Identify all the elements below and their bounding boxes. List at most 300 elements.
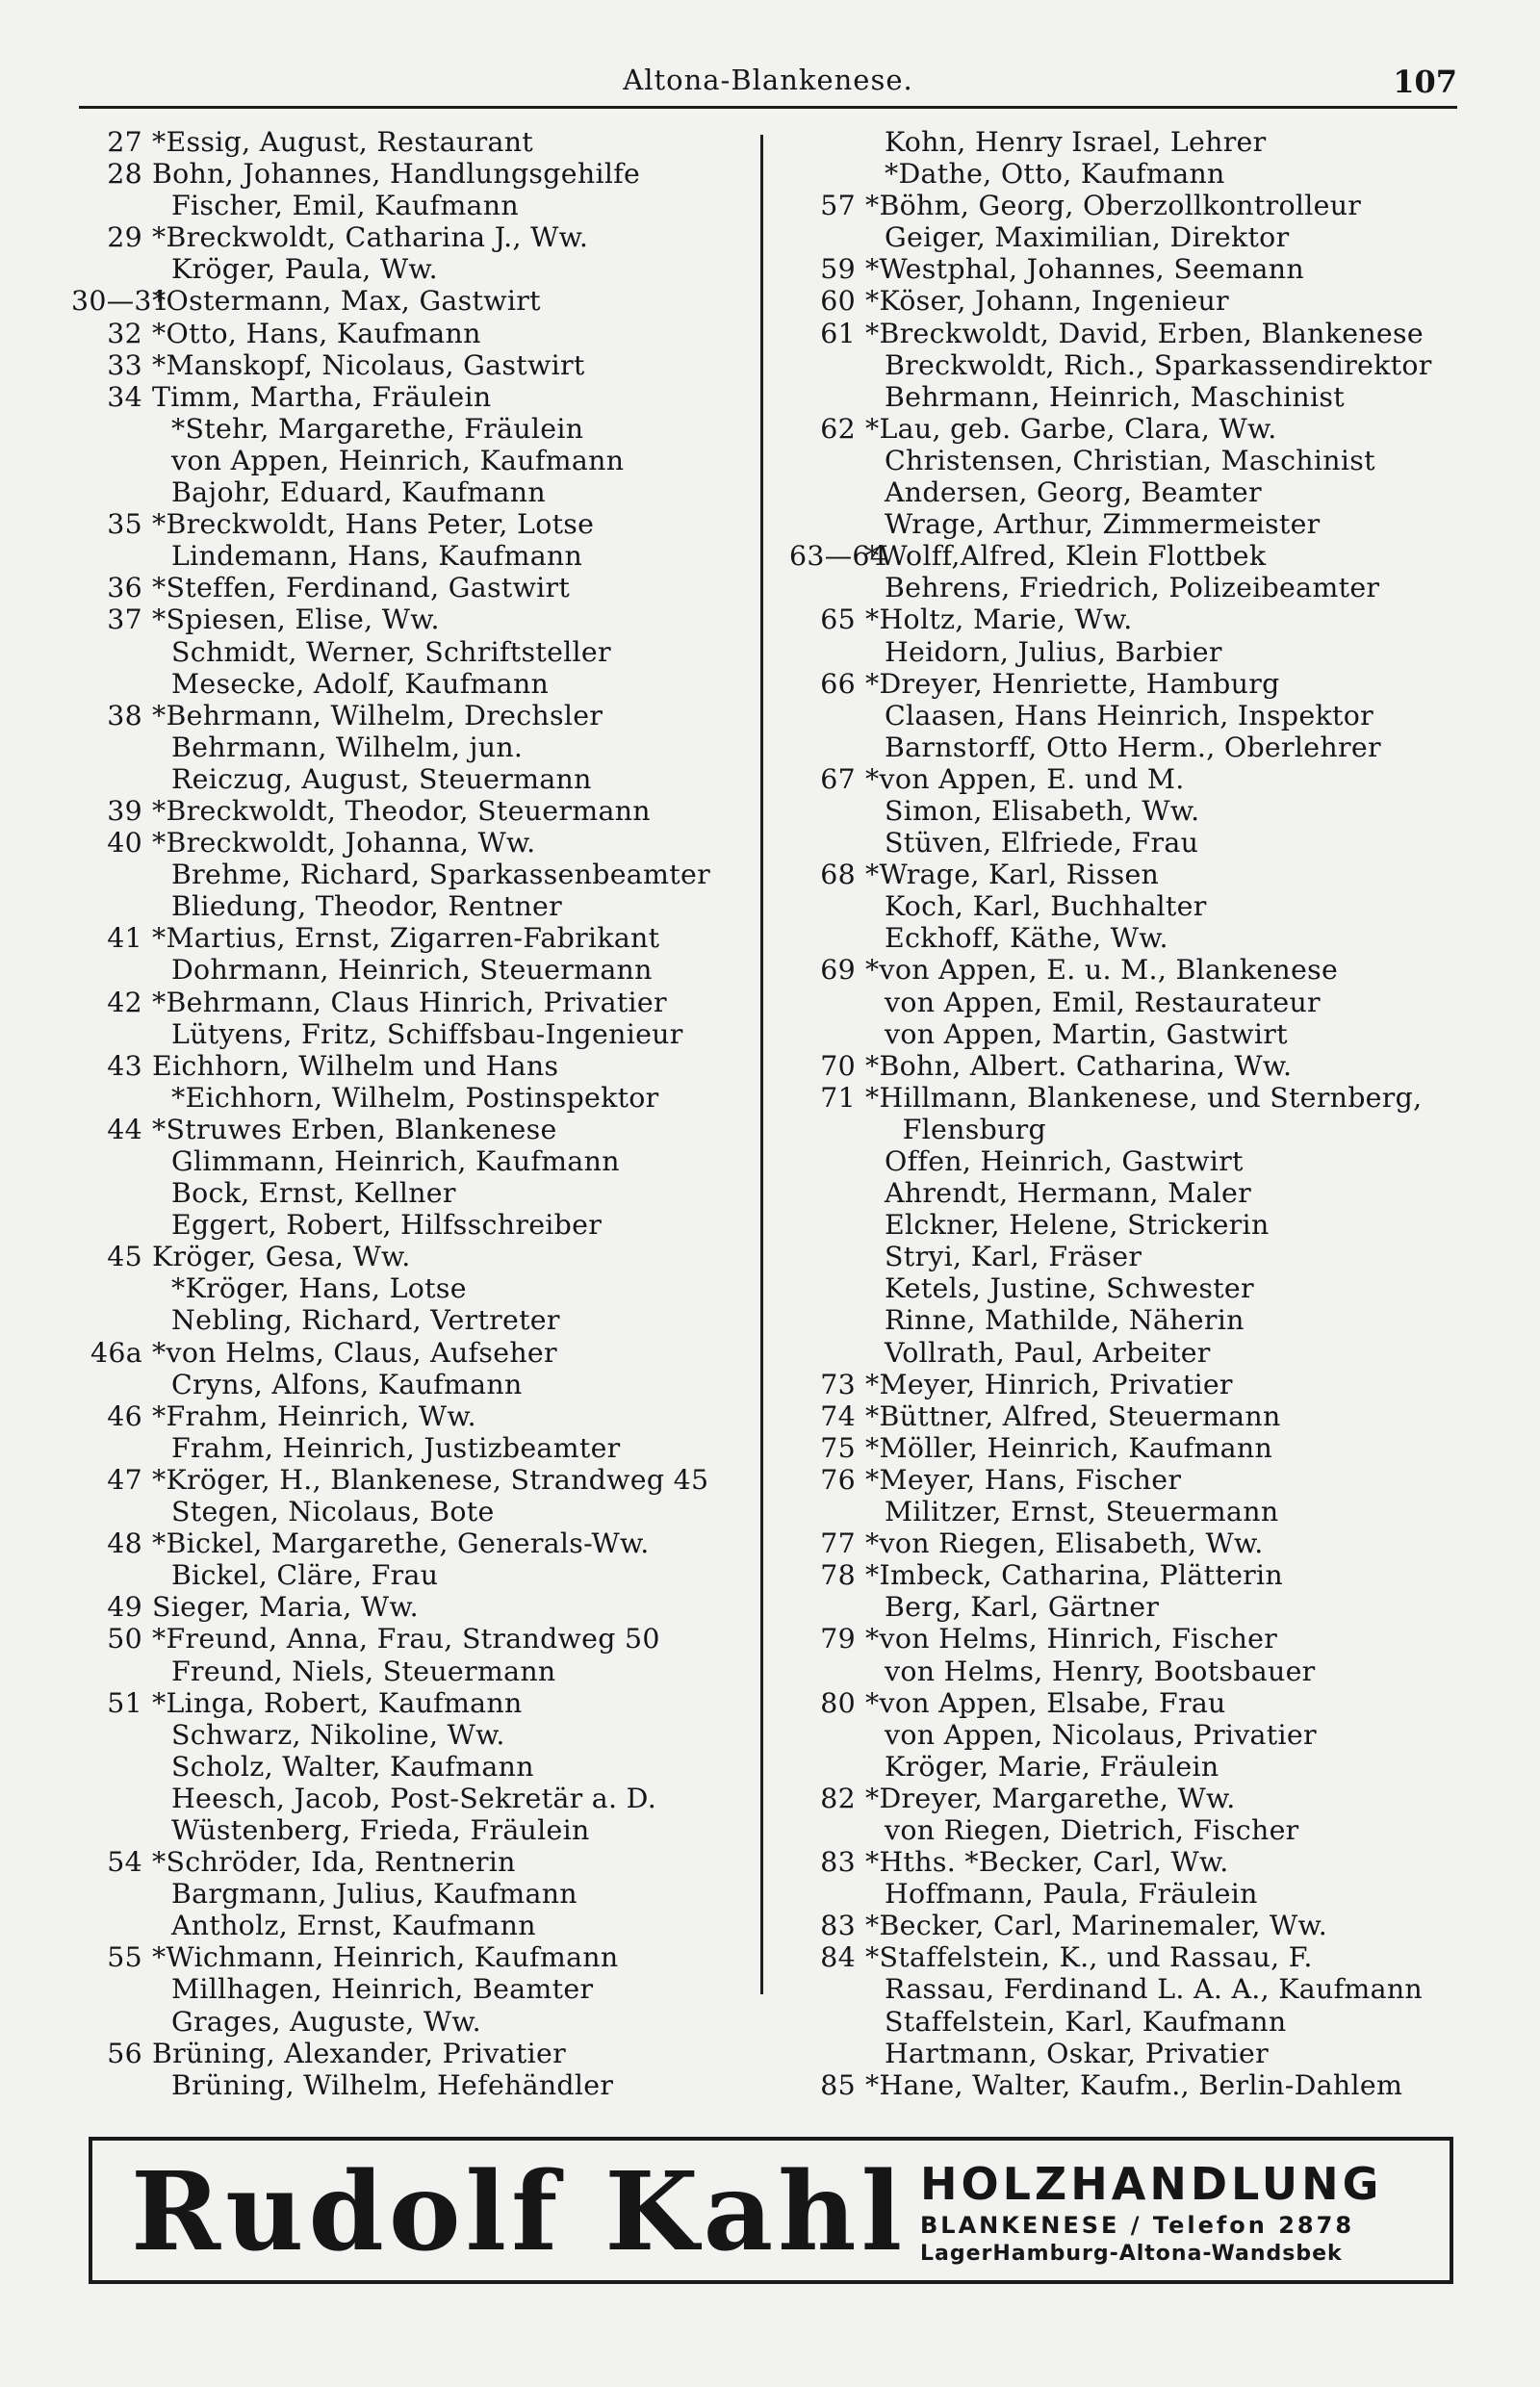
directory-entry	[71, 1751, 751, 1783]
directory-entry	[789, 318, 1482, 349]
resident-text: Behrmann, Wilhelm, jun.	[171, 731, 524, 763]
resident-text: Militzer, Ernst, Steuermann	[885, 1496, 1279, 1528]
house-number: 74	[820, 1399, 856, 1432]
directory-entry	[789, 987, 1482, 1018]
directory-entry	[71, 476, 751, 508]
resident-text: *von Appen, E. und M.	[865, 762, 1185, 795]
resident-text: von Riegen, Dietrich, Fischer	[885, 1813, 1299, 1846]
house-number: 79	[820, 1623, 856, 1656]
house-number	[789, 349, 865, 381]
house-number	[789, 1591, 865, 1623]
directory-entry	[789, 221, 1482, 253]
resident-text: Andersen, Georg, Beamter	[885, 476, 1262, 509]
house-number	[789, 1018, 865, 1050]
house-number	[789, 381, 865, 413]
house-number: 65	[820, 603, 856, 636]
directory-entry	[71, 2038, 751, 2069]
resident-text: *Kröger, H., Blankenese, Strandweg 45	[152, 1463, 709, 1496]
directory-entry	[71, 285, 751, 317]
house-number: 75	[820, 1431, 856, 1464]
directory-entry	[789, 1114, 1482, 1145]
resident-text: Berg, Karl, Gärtner	[885, 1591, 1160, 1624]
house-number	[71, 1783, 152, 1814]
directory-entry	[789, 1846, 1482, 1878]
directory-entry	[789, 190, 1482, 221]
house-number	[71, 763, 152, 795]
right-column	[789, 126, 1482, 2101]
directory-entry	[789, 1751, 1482, 1783]
directory-entry	[789, 253, 1482, 285]
resident-text: Freund, Niels, Steuermann	[171, 1655, 556, 1687]
resident-text: *Hillmann, Blankenese, und Sternberg,	[865, 1081, 1423, 1114]
resident-text: Vollrath, Paul, Arbeiter	[885, 1336, 1211, 1369]
directory-entry	[789, 1527, 1482, 1559]
house-number: 60	[820, 285, 856, 318]
resident-text: Claasen, Hans Heinrich, Inspektor	[885, 699, 1373, 732]
house-number	[71, 1973, 152, 2005]
directory-entry	[71, 158, 751, 190]
directory-entry	[789, 508, 1482, 540]
house-number	[789, 795, 865, 827]
directory-entry	[71, 572, 751, 603]
resident-text: Kröger, Marie, Fräulein	[885, 1750, 1219, 1783]
directory-entry	[789, 922, 1482, 954]
resident-text: Reiczug, August, Steuermann	[171, 762, 592, 795]
resident-text: Millhagen, Heinrich, Beamter	[171, 1973, 594, 2006]
resident-text: Nebling, Richard, Vertreter	[171, 1304, 560, 1337]
house-number: 35	[107, 508, 142, 541]
resident-text: Hoffmann, Paula, Fräulein	[885, 1878, 1258, 1911]
column-divider	[760, 135, 763, 1994]
house-number	[789, 987, 865, 1018]
directory-entry	[71, 795, 751, 827]
house-number	[71, 1082, 152, 1114]
house-number	[71, 1878, 152, 1910]
directory-entry	[71, 1910, 751, 1941]
resident-text: *Imbeck, Catharina, Plätterin	[865, 1559, 1284, 1592]
resident-text: Ahrendt, Hermann, Maler	[885, 1177, 1252, 1210]
directory-entry	[71, 1432, 751, 1464]
directory-entry	[71, 1878, 751, 1910]
resident-text: Barnstorff, Otto Herm., Oberlehrer	[885, 731, 1381, 763]
resident-text: *Behrmann, Claus Hinrich, Privatier	[152, 986, 667, 1018]
house-number	[71, 890, 152, 922]
directory-entry	[71, 1527, 751, 1559]
resident-text: *Hths. *Becker, Carl, Ww.	[865, 1846, 1229, 1879]
house-number	[789, 1272, 865, 1304]
directory-entry	[789, 158, 1482, 190]
directory-entry	[71, 190, 751, 221]
directory-entry	[789, 1687, 1482, 1719]
directory-entry	[71, 1114, 751, 1145]
house-number	[71, 859, 152, 890]
resident-text: Bickel, Cläre, Frau	[171, 1559, 439, 1592]
house-number	[71, 445, 152, 476]
directory-entry	[789, 1369, 1482, 1400]
house-number: 54	[107, 1846, 142, 1879]
house-number	[789, 221, 865, 253]
resident-text: Stegen, Nicolaus, Bote	[171, 1496, 495, 1528]
resident-text: Heidorn, Julius, Barbier	[885, 635, 1222, 668]
directory-entry	[789, 2069, 1482, 2101]
directory-entry	[789, 1209, 1482, 1241]
house-number	[71, 668, 152, 700]
resident-text: *Staffelstein, K., und Rassau, F.	[865, 1941, 1313, 1974]
house-number: 62	[820, 412, 856, 445]
resident-text: *Breckwoldt, Johanna, Ww.	[152, 827, 536, 860]
resident-text: Bock, Ernst, Kellner	[171, 1177, 456, 1210]
directory-entry	[789, 1783, 1482, 1814]
resident-text: *Manskopf, Nicolaus, Gastwirt	[152, 348, 585, 381]
house-number	[789, 1719, 865, 1751]
house-number: 78	[820, 1559, 856, 1592]
directory-entry	[789, 827, 1482, 859]
resident-text: Behrmann, Heinrich, Maschinist	[885, 380, 1345, 413]
house-number	[71, 1559, 152, 1591]
house-number	[71, 1496, 152, 1527]
house-number	[789, 1241, 865, 1272]
house-number: 46	[107, 1399, 142, 1432]
resident-text: Stüven, Elfriede, Frau	[885, 827, 1199, 860]
directory-entry	[71, 1272, 751, 1304]
directory-entry	[789, 603, 1482, 635]
resident-text: *Frahm, Heinrich, Ww.	[152, 1399, 476, 1432]
directory-entry	[789, 1878, 1482, 1910]
directory-entry	[71, 1559, 751, 1591]
directory-entry	[789, 572, 1482, 603]
house-number	[789, 2006, 865, 2038]
house-number: 80	[820, 1686, 856, 1719]
resident-text: *Hane, Walter, Kaufm., Berlin-Dahlem	[865, 2068, 1403, 2101]
directory-entry	[71, 668, 751, 700]
directory-entry	[71, 381, 751, 413]
house-number: 68	[820, 859, 856, 891]
house-number	[789, 922, 865, 954]
house-number: 83	[820, 1910, 856, 1942]
house-number: 83	[820, 1846, 856, 1879]
house-number: 28	[107, 158, 142, 191]
resident-text: *Westphal, Johannes, Seemann	[865, 253, 1304, 286]
resident-text: Lütyens, Fritz, Schiffsbau-Ingenieur	[171, 1017, 683, 1050]
house-number	[71, 1209, 152, 1241]
house-number: 73	[820, 1368, 856, 1400]
house-number	[71, 1432, 152, 1464]
directory-entry	[789, 763, 1482, 795]
house-number	[71, 1177, 152, 1209]
directory-entry	[789, 1719, 1482, 1751]
resident-text: Bargmann, Julius, Kaufmann	[171, 1878, 578, 1911]
house-number: 48	[107, 1527, 142, 1560]
resident-text: *Struwes Erben, Blankenese	[152, 1113, 557, 1145]
resident-text: Dohrmann, Heinrich, Steuermann	[171, 954, 653, 987]
resident-text: Simon, Elisabeth, Ww.	[885, 794, 1200, 827]
house-number: 82	[820, 1782, 856, 1814]
directory-entry	[789, 1941, 1482, 1973]
left-column	[71, 126, 751, 2101]
house-number: 37	[107, 603, 142, 636]
resident-text: *von Riegen, Elisabeth, Ww.	[865, 1527, 1264, 1560]
directory-entry	[71, 1241, 751, 1272]
house-number: 38	[107, 699, 142, 732]
resident-text: *Bohn, Albert. Catharina, Ww.	[865, 1049, 1293, 1082]
directory-entry	[71, 954, 751, 986]
directory-entry	[71, 890, 751, 922]
directory-entry	[789, 1464, 1482, 1496]
resident-text: Kröger, Paula, Ww.	[171, 253, 438, 286]
house-number	[789, 1114, 865, 1145]
directory-entry	[789, 1082, 1482, 1114]
resident-text: *Lau, geb. Garbe, Clara, Ww.	[865, 412, 1277, 445]
directory-entry	[71, 1400, 751, 1432]
house-number	[789, 2038, 865, 2069]
directory-entry	[71, 1082, 751, 1114]
directory-entry	[71, 1177, 751, 1209]
directory-entry	[71, 221, 751, 253]
house-number	[789, 1337, 865, 1369]
resident-text: von Appen, Emil, Restaurateur	[885, 986, 1321, 1018]
directory-entry	[789, 1432, 1482, 1464]
house-number	[71, 1814, 152, 1846]
resident-text: von Appen, Nicolaus, Privatier	[885, 1718, 1317, 1751]
resident-text: *Kröger, Hans, Lotse	[171, 1272, 467, 1305]
directory-entry	[71, 126, 751, 158]
house-number: 57	[820, 190, 856, 222]
resident-text: *Böhm, Georg, Oberzollkontrolleur	[865, 190, 1362, 222]
resident-text: *Meyer, Hinrich, Privatier	[865, 1368, 1233, 1400]
resident-text: Scholz, Walter, Kaufmann	[171, 1750, 534, 1783]
house-number: 41	[107, 922, 142, 955]
directory-entry	[789, 1304, 1482, 1336]
directory-entry	[71, 1145, 751, 1177]
directory-entry	[71, 318, 751, 349]
house-number	[789, 732, 865, 763]
directory-entry	[789, 1145, 1482, 1177]
resident-text: *Dathe, Otto, Kaufmann	[885, 158, 1225, 191]
advertiser-location-phone	[920, 2212, 1354, 2239]
resident-text: Flensburg	[885, 1113, 1046, 1145]
house-number: 50	[107, 1623, 142, 1656]
resident-text: Behrens, Friedrich, Polizeibeamter	[885, 572, 1380, 604]
directory-entry	[71, 859, 751, 890]
resident-text: Cryns, Alfons, Kaufmann	[171, 1368, 523, 1400]
house-number: 36	[107, 572, 142, 604]
resident-text: Elckner, Helene, Strickerin	[885, 1209, 1270, 1242]
house-number	[71, 2006, 152, 2038]
directory-entry	[71, 2006, 751, 2038]
resident-text: *Becker, Carl, Marinemaler, Ww.	[865, 1910, 1328, 1942]
house-number	[789, 1878, 865, 1910]
directory-entry	[789, 413, 1482, 445]
directory-entry	[789, 476, 1482, 508]
directory-entry	[71, 413, 751, 445]
resident-text: *Schröder, Ida, Rentnerin	[152, 1846, 516, 1879]
directory-entry	[789, 2038, 1482, 2069]
resident-text: von Helms, Henry, Bootsbauer	[885, 1655, 1316, 1687]
resident-text: *Breckwoldt, David, Erben, Blankenese	[865, 317, 1424, 349]
directory-entry	[71, 1783, 751, 1814]
directory-entry	[789, 1910, 1482, 1941]
house-number	[71, 190, 152, 221]
directory-entry	[71, 763, 751, 795]
resident-text: *Linga, Robert, Kaufmann	[152, 1686, 523, 1719]
directory-entry	[789, 1241, 1482, 1272]
resident-text: Brüning, Wilhelm, Hefehändler	[171, 2068, 614, 2101]
house-number	[71, 732, 152, 763]
resident-text: Heesch, Jacob, Post-Sekretär a. D.	[171, 1782, 657, 1814]
resident-text: Lindemann, Hans, Kaufmann	[171, 540, 583, 573]
resident-text: Geiger, Maximilian, Direktor	[885, 221, 1290, 254]
resident-text: *Köser, Johann, Ingenieur	[865, 285, 1229, 318]
house-number	[71, 1719, 152, 1751]
house-number	[789, 158, 865, 190]
directory-entry	[71, 732, 751, 763]
separator-slash: /	[1130, 2212, 1142, 2239]
directory-entry	[71, 253, 751, 285]
house-number: 39	[107, 794, 142, 827]
house-number	[71, 476, 152, 508]
resident-text: *Bickel, Margarethe, Generals-Ww.	[152, 1527, 650, 1560]
directory-entry	[789, 1496, 1482, 1527]
directory-entry	[789, 954, 1482, 986]
house-number: 32	[107, 317, 142, 349]
house-number	[71, 2069, 152, 2101]
directory-entry	[789, 890, 1482, 922]
directory-entry	[71, 1496, 751, 1527]
resident-text: Koch, Karl, Buchhalter	[885, 890, 1207, 923]
directory-entry	[789, 1623, 1482, 1655]
house-number	[71, 1145, 152, 1177]
resident-text: *von Helms, Hinrich, Fischer	[865, 1623, 1278, 1656]
page-header	[79, 64, 1457, 109]
directory-entry	[71, 1369, 751, 1400]
resident-text: *Breckwoldt, Hans Peter, Lotse	[152, 508, 595, 541]
directory-entry	[789, 1050, 1482, 1082]
directory-entry	[71, 445, 751, 476]
house-number: 27	[107, 126, 142, 158]
resident-text: Kohn, Henry Israel, Lehrer	[885, 126, 1267, 158]
directory-entry	[789, 126, 1482, 158]
resident-text: Ketels, Justine, Schwester	[885, 1272, 1254, 1305]
house-number: 30—31	[71, 285, 170, 318]
resident-text: *Essig, August, Restaurant	[152, 126, 533, 158]
house-number	[71, 1751, 152, 1783]
directory-entry	[71, 1814, 751, 1846]
house-number	[789, 827, 865, 859]
resident-text: Christensen, Christian, Maschinist	[885, 444, 1375, 476]
house-number	[71, 1656, 152, 1687]
directory-entry	[789, 1272, 1482, 1304]
resident-text: Eggert, Robert, Hilfsschreiber	[171, 1209, 603, 1242]
advertisement-box	[89, 2137, 1453, 2284]
directory-entry	[71, 827, 751, 859]
resident-text: *von Helms, Claus, Aufseher	[152, 1336, 557, 1369]
resident-text: *Wichmann, Heinrich, Kaufmann	[152, 1941, 619, 1974]
directory-entry	[71, 603, 751, 635]
resident-text: Antholz, Ernst, Kaufmann	[171, 1910, 536, 1942]
resident-text: Kröger, Gesa, Ww.	[152, 1241, 411, 1273]
resident-text: Rinne, Mathilde, Näherin	[885, 1304, 1245, 1337]
directory-entry	[71, 1719, 751, 1751]
resident-text: Bohn, Johannes, Handlungsgehilfe	[152, 158, 641, 191]
house-number: 29	[107, 221, 142, 254]
resident-text: *Steffen, Ferdinand, Gastwirt	[152, 572, 571, 604]
advertiser-name: Rudolf Kahl	[131, 2149, 908, 2275]
resident-text: Rassau, Ferdinand L. A. A., Kaufmann	[885, 1973, 1423, 2006]
house-number: 46a	[90, 1336, 142, 1369]
house-number	[789, 890, 865, 922]
resident-text: Schmidt, Werner, Schriftsteller	[171, 635, 611, 668]
resident-text: Brehme, Richard, Sparkassenbeamter	[171, 859, 710, 891]
house-number	[71, 636, 152, 668]
directory-entry	[71, 1623, 751, 1655]
advertiser-phone: Telefon 2878	[1152, 2212, 1355, 2239]
resident-text: Glimmann, Heinrich, Kaufmann	[171, 1145, 620, 1177]
directory-entry	[789, 285, 1482, 317]
resident-text: von Appen, Heinrich, Kaufmann	[171, 444, 625, 476]
directory-entry	[789, 668, 1482, 700]
house-number	[789, 1656, 865, 1687]
directory-entry	[71, 1304, 751, 1336]
directory-entry	[71, 987, 751, 1018]
page-title: Altona-Blankenese.	[623, 64, 913, 96]
resident-text: *von Appen, Elsabe, Frau	[865, 1686, 1226, 1719]
directory-entry	[71, 508, 751, 540]
directory-entry	[789, 1814, 1482, 1846]
resident-text: *Wrage, Karl, Rissen	[865, 859, 1160, 891]
resident-text: *von Appen, E. u. M., Blankenese	[865, 954, 1339, 987]
advertiser-location: BLANKENESE	[920, 2212, 1120, 2239]
directory-entry	[71, 1209, 751, 1241]
directory-entry	[789, 1400, 1482, 1432]
directory-entry	[789, 1591, 1482, 1623]
resident-text: *Breckwoldt, Theodor, Steuermann	[152, 794, 651, 827]
house-number	[71, 253, 152, 285]
resident-text: Eckhoff, Käthe, Ww.	[885, 922, 1168, 955]
house-number: 76	[820, 1463, 856, 1496]
resident-text: Frahm, Heinrich, Justizbeamter	[171, 1431, 621, 1464]
house-number: 85	[820, 2068, 856, 2101]
house-number	[789, 1751, 865, 1783]
house-number: 67	[820, 762, 856, 795]
directory-entry	[789, 381, 1482, 413]
house-number: 66	[820, 667, 856, 700]
resident-text: *Stehr, Margarethe, Fräulein	[171, 412, 584, 445]
house-number: 84	[820, 1941, 856, 1974]
directory-entry	[789, 732, 1482, 763]
house-number	[789, 508, 865, 540]
resident-text: von Appen, Martin, Gastwirt	[885, 1017, 1288, 1050]
house-number: 34	[107, 380, 142, 413]
directory-entry	[789, 2006, 1482, 2038]
directory-entry	[789, 1337, 1482, 1369]
house-number: 63—64	[789, 540, 888, 573]
directory-entry	[789, 700, 1482, 732]
directory-entry	[71, 540, 751, 572]
directory-entry	[789, 1656, 1482, 1687]
advertiser-branches: LagerHamburg-Altona-Wandsbek	[920, 2242, 1343, 2266]
resident-text: *Otto, Hans, Kaufmann	[152, 317, 481, 349]
house-number	[71, 540, 152, 572]
directory-entry	[789, 1177, 1482, 1209]
directory-entry	[71, 1050, 751, 1082]
directory-entry	[71, 922, 751, 954]
house-number	[789, 476, 865, 508]
house-number	[71, 954, 152, 986]
resident-text: Mesecke, Adolf, Kaufmann	[171, 667, 550, 700]
resident-text: *Büttner, Alfred, Steuermann	[865, 1399, 1281, 1432]
directory-entry	[789, 1559, 1482, 1591]
house-number	[71, 413, 152, 445]
